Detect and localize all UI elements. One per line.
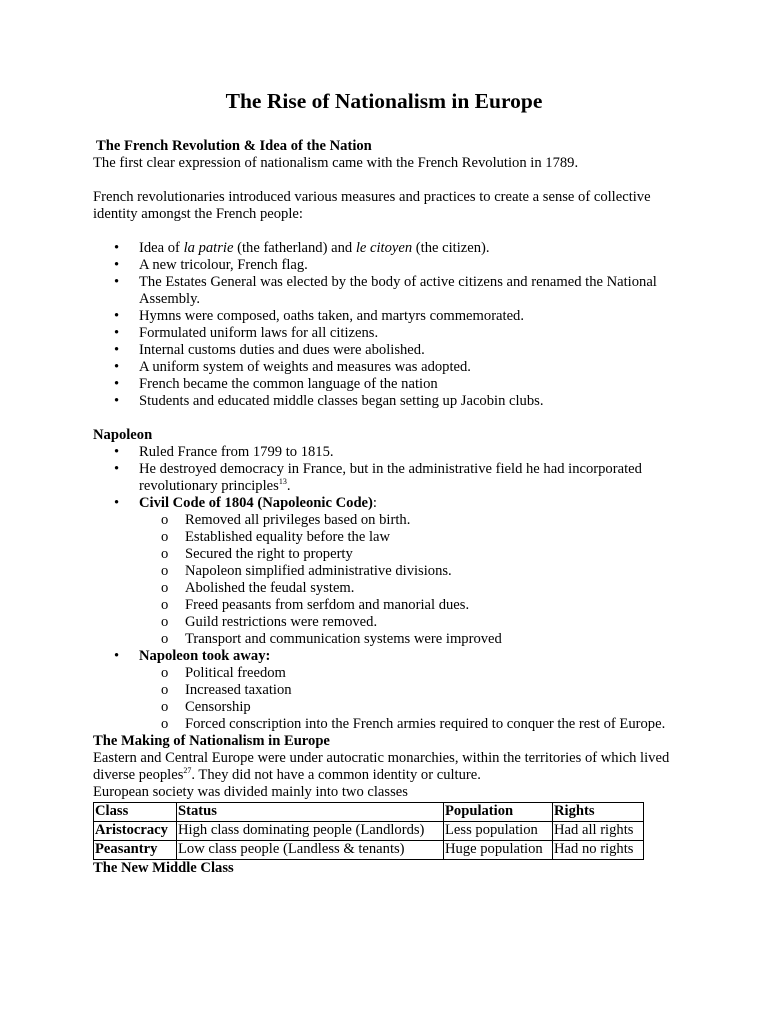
- list-item: • Formulated uniform laws for all citizens.: [114, 325, 379, 341]
- sub-list-item: o Freed peasants from serfdom and manorial dues.: [161, 597, 470, 613]
- section-heading-french-revolution: The French Revolution & Idea of the Nation: [96, 138, 372, 154]
- list-item: • Idea of la patrie (the fatherland) and le citoyen (the citizen).: [114, 240, 490, 256]
- list-item: • He destroyed democracy in France, but in the administrative field he had incorporated revolutionary principles$^{13}$.: [114, 461, 642, 494]
- sub-list-item: o Forced conscription into the French armies required to conquer the rest of Europe.: [161, 716, 666, 732]
- list-item: • The Estates General was elected by the body of active citizens and renamed the National Assembly.: [114, 274, 657, 307]
- sub-bullet-icon: o: [161, 529, 169, 545]
- sub-list-item: o Transport and communication systems were improved: [161, 631, 502, 647]
- sub-list-item: o Established equality before the law: [161, 529, 391, 545]
- sub-bullet-icon: o: [161, 665, 169, 681]
- list-item: • Ruled France from 1799 to 1815.: [114, 444, 334, 460]
- civil-code-label: Civil Code of 1804 (Napoleonic Code): [139, 495, 373, 511]
- list-item: • Civil Code of 1804 (Napoleonic Code):: [114, 495, 377, 511]
- bullet-icon: •: [114, 308, 120, 324]
- french-measures-list: [93, 240, 683, 410]
- section-heading-making-of-nationalism: The Making of Nationalism in Europe: [93, 733, 330, 749]
- sub-bullet-icon: o: [161, 546, 169, 562]
- table-header-cell: Status: [177, 803, 444, 822]
- table-header-cell: Class: [94, 803, 177, 822]
- table-header-cell: Population: [444, 803, 553, 822]
- sub-bullet-icon: o: [161, 631, 169, 647]
- sub-bullet-icon: o: [161, 512, 169, 528]
- page-title: The Rise of Nationalism in Europe: [225, 89, 543, 113]
- bullet-icon: •: [114, 240, 120, 256]
- table-header-row: [94, 803, 644, 822]
- bullet-icon: •: [114, 257, 120, 273]
- table-cell: Aristocracy: [94, 822, 177, 841]
- list-item: [93, 648, 683, 665]
- sub-list-item: o Napoleon simplified administrative divisions.: [161, 563, 452, 579]
- bullet-icon: •: [114, 444, 120, 460]
- table-cell: Huge population: [444, 841, 553, 860]
- bullet-icon: •: [114, 325, 120, 341]
- society-classes-table: [93, 802, 644, 860]
- table-header-cell: Rights: [553, 803, 644, 822]
- footnote-ref: 13: [278, 477, 287, 486]
- document-body: [93, 138, 683, 877]
- sub-bullet-icon: o: [161, 597, 169, 613]
- bullet-icon: •: [114, 461, 120, 477]
- table-cell: Had all rights: [553, 822, 644, 841]
- paragraph: French revolutionaries introduced various measures and practices to create a sense of collective identity amongst the French people:: [93, 189, 651, 222]
- table-cell: Peasantry: [94, 841, 177, 860]
- list-item: • Internal customs duties and dues were abolished.: [114, 342, 425, 358]
- bullet-icon: •: [114, 648, 120, 664]
- sub-list-item: o Censorship: [161, 699, 251, 715]
- footnote-ref: 27: [183, 766, 192, 775]
- sub-bullet-icon: o: [161, 699, 169, 715]
- bullet-icon: •: [114, 376, 120, 392]
- list-item: • Students and educated middle classes began setting up Jacobin clubs.: [114, 393, 544, 409]
- bullet-icon: •: [114, 274, 120, 290]
- list-item: • Hymns were composed, oaths taken, and martyrs commemorated.: [114, 308, 525, 324]
- table-cell: Had no rights: [553, 841, 644, 860]
- list-item: • A new tricolour, French flag.: [114, 257, 308, 273]
- sub-bullet-icon: o: [161, 614, 169, 630]
- table-row: [94, 841, 644, 860]
- list-item: • A uniform system of weights and measures was adopted.: [114, 359, 471, 375]
- bullet-icon: •: [114, 359, 120, 375]
- bullet-icon: •: [114, 342, 120, 358]
- sub-bullet-icon: o: [161, 716, 169, 732]
- sub-list-item: o Secured the right to property: [161, 546, 353, 562]
- sub-list-item: o Guild restrictions were removed.: [161, 614, 378, 630]
- sub-bullet-icon: o: [161, 563, 169, 579]
- took-away-label: Napoleon took away:: [139, 648, 271, 664]
- sub-list-item: o Political freedom: [161, 665, 286, 681]
- sub-list-item: o Abolished the feudal system.: [161, 580, 355, 596]
- paragraph: Eastern and Central Europe were under autocratic monarchies, within the territories of which lived diverse peoples$^{27}$. They did not have a common identity or culture.: [93, 750, 670, 783]
- paragraph: The first clear expression of nationalism came with the French Revolution in 1789.: [93, 155, 579, 171]
- table-cell: Low class people (Landless & tenants): [177, 841, 444, 860]
- section-heading-new-middle-class: The New Middle Class: [93, 860, 234, 876]
- list-item: • French became the common language of the nation: [114, 376, 438, 392]
- section-heading-napoleon: Napoleon: [93, 427, 153, 443]
- sub-list-item: o Increased taxation: [161, 682, 292, 698]
- sub-list-item: o Removed all privileges based on birth.: [161, 512, 411, 528]
- bullet-icon: •: [114, 393, 120, 409]
- sub-bullet-icon: o: [161, 682, 169, 698]
- table-row: [94, 822, 644, 841]
- table-cell: Less population: [444, 822, 553, 841]
- bullet-icon: •: [114, 495, 120, 511]
- table-cell: High class dominating people (Landlords): [177, 822, 444, 841]
- sub-bullet-icon: o: [161, 580, 169, 596]
- paragraph: European society was divided mainly into two classes: [93, 784, 408, 800]
- napoleon-list: [93, 444, 683, 733]
